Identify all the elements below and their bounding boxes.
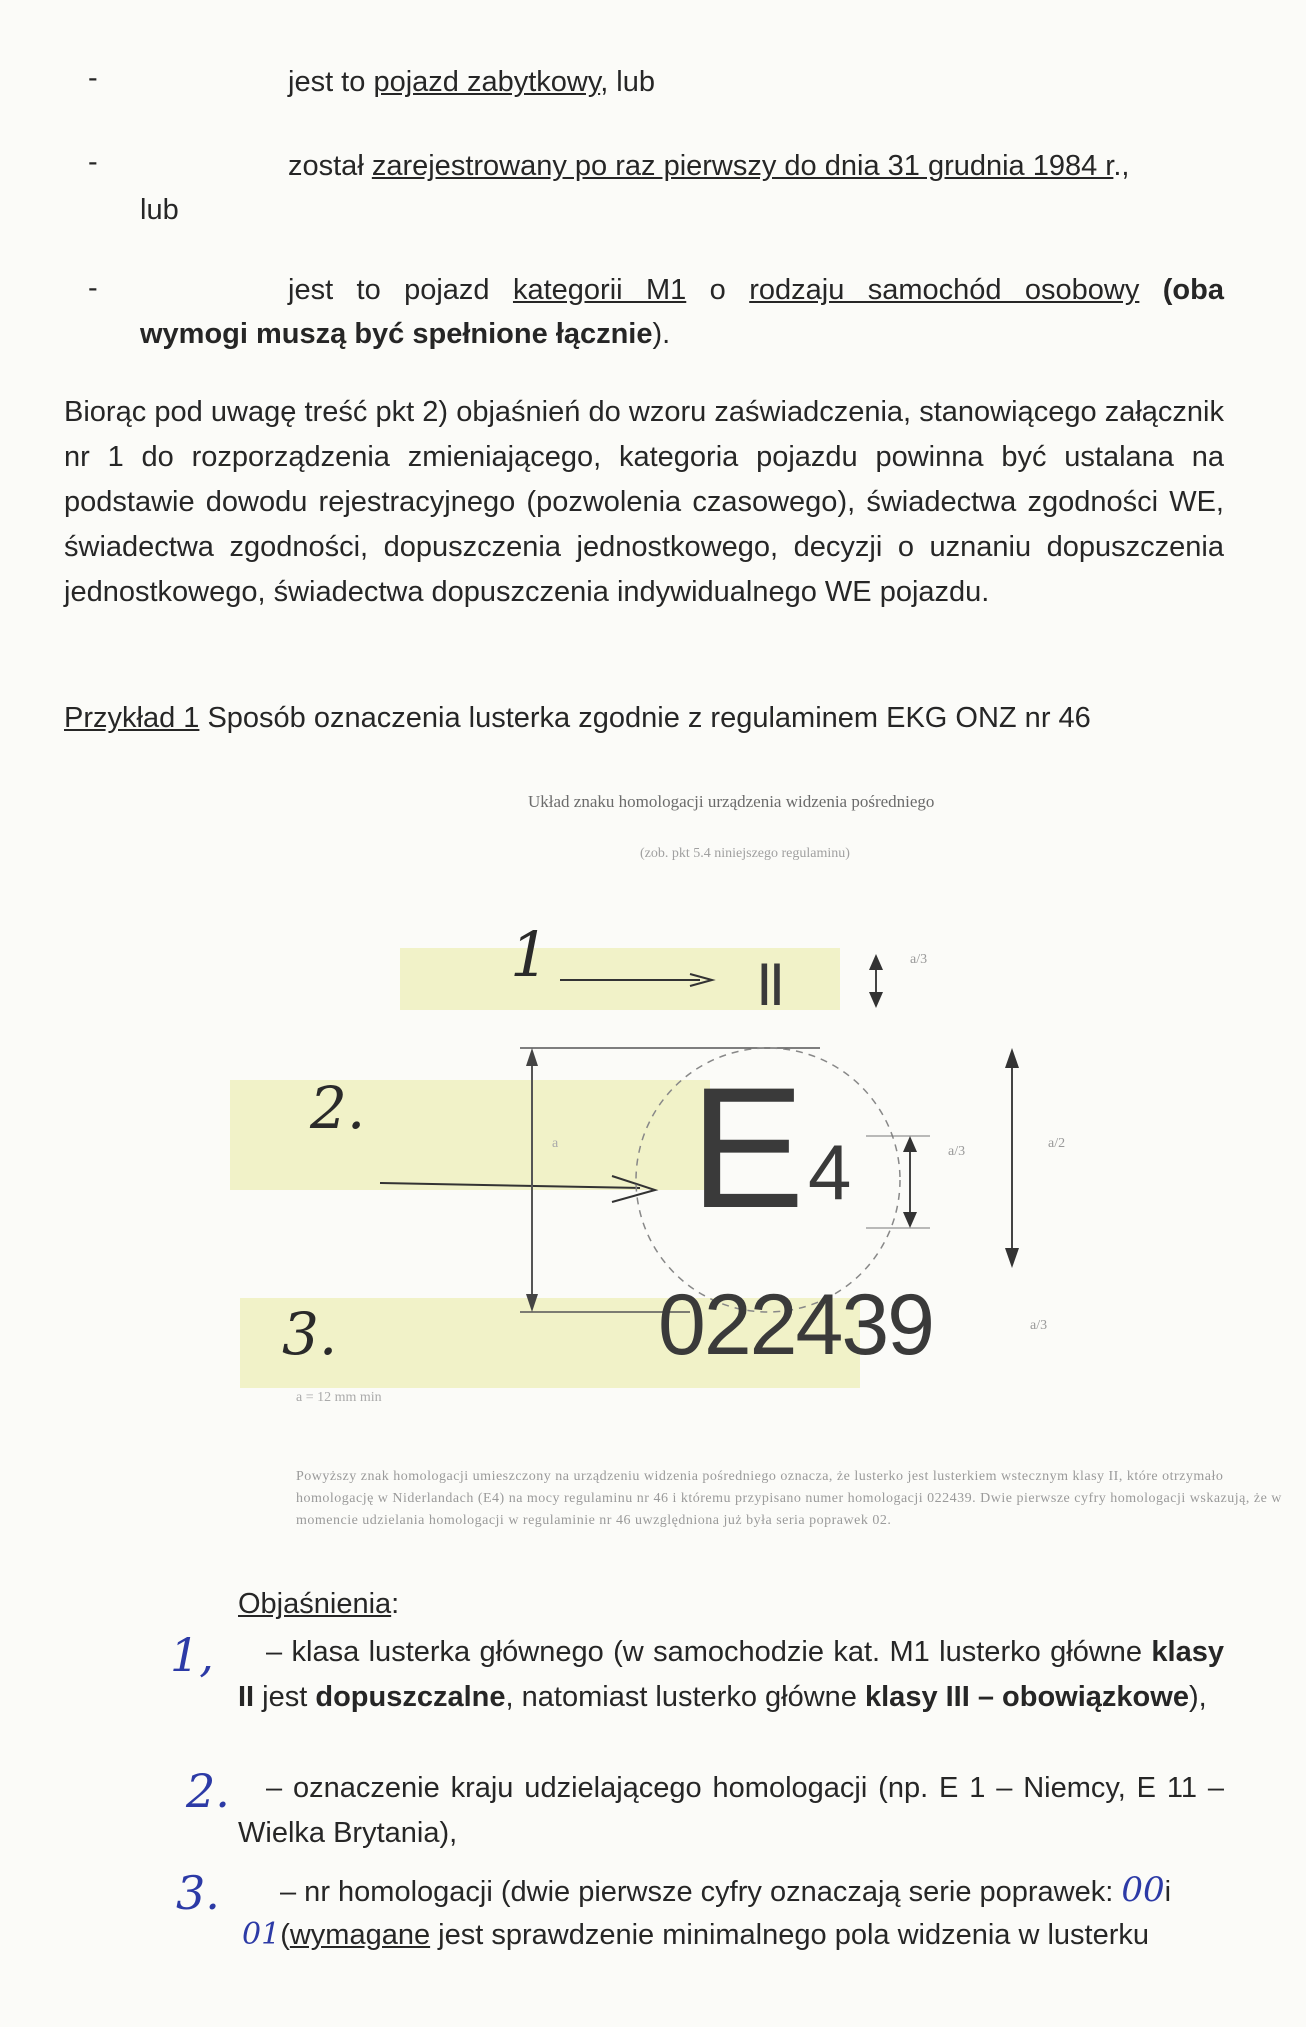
dimension-note: a = 12 mm min (296, 1390, 382, 1405)
fraction-a2: a/2 (1048, 1136, 1066, 1151)
fraction-a3: a/3 (1030, 1318, 1048, 1333)
dimension-a: a (552, 1136, 559, 1151)
expl-1-f: klasy III – obowiązkowe (865, 1681, 1189, 1713)
expl-1-c: jest (254, 1681, 316, 1713)
list-item-3-bold-end: wymogi muszą być spełnione łącznie (140, 318, 653, 350)
list-item-2-post: ., (1113, 150, 1130, 182)
diagram-subcaption: (zob. pkt 5.4 niniejszego regulaminu) (640, 846, 850, 861)
list-item-3-type: rodzaju samochód osobowy (749, 274, 1140, 306)
expl-3-b: i (1164, 1876, 1172, 1908)
handwritten-marker-3: 3. (282, 1300, 338, 1368)
list-item-1-post: , lub (600, 66, 656, 98)
diagram-caption: Układ znaku homologacji urządzenia widzenia pośredniego (528, 792, 935, 811)
expl-3-a: – nr homologacji (dwie pierwsze cyfry oznaczają serie poprawek: (280, 1876, 1122, 1908)
explanation-item-1 (238, 1630, 1224, 1720)
handwritten-expl-2: 2. (186, 1764, 230, 1818)
expl-3-d: jest sprawdzenie minimalnego pola widzenia w lusterku (430, 1919, 1150, 1951)
class-mark: II (756, 951, 782, 1018)
handwritten-marker-1: 1 (510, 918, 550, 991)
diagram-fine-print: Powyższy znak homologacji umieszczony na urządzeniu widzenia pośredniego oznacza, że lusterko jest lusterkiem wstecznym klasy II, które otrzymało homologację w Niderlandach (E4) na mocy regulaminu nr 46 i któremu przypisano numer homologacji 022439. Dwie pierwsze cyfry homologacji wskazują, że w momencie udzielania homologacji w regulaminie nr 46 uwzględniona już była seria poprawek 02. (296, 1469, 1282, 1528)
country-letter: E (690, 1052, 805, 1244)
list-item-3-continuation (140, 312, 670, 356)
list-item-3-bold-start: (oba (1139, 274, 1224, 306)
explanations-title (238, 1582, 399, 1626)
explanation-item-3-continuation (242, 1912, 1228, 1958)
explanation-item-2: – oznaczenie kraju udzielającego homologacji (np. E 1 – Niemcy, E 11 – Wielka Brytania), (238, 1772, 1224, 1849)
expl-3-c: ( (280, 1919, 290, 1951)
fraction-a3: a/3 (948, 1144, 966, 1159)
handwritten-expl-1: 1, (170, 1628, 214, 1682)
handwritten-marker-2: 2. (310, 1074, 366, 1142)
expl-3-u: wymagane (289, 1919, 431, 1951)
expl-1-a: – klasa lusterka głównego (w samochodzie kat. M1 lusterko główne (266, 1636, 1152, 1668)
expl-3-hw2: 01 (242, 1917, 281, 1952)
expl-1-e: , natomiast lusterko główne (505, 1681, 865, 1713)
list-item-2-pre: został (288, 150, 372, 182)
list-item-3-end: ). (652, 318, 671, 350)
list-item-3 (288, 268, 1224, 312)
list-item-1-pre: jest to (288, 66, 374, 98)
homologation-mark-diagram (0, 780, 1306, 1580)
explanation-item-3 (238, 1868, 1224, 1915)
explanations-title-text: Objaśnienia (238, 1588, 392, 1620)
approval-number: 022439 (658, 1277, 933, 1373)
body-paragraph: Biorąc pod uwagę treść pkt 2) objaśnień do wzoru zaświadczenia, stanowiącego załącznik nr 1 do rozporządzenia zmieniającego, kategoria pojazdu powinna być ustalana na podstawie dowodu rejestracyjnego (pozwolenia czasowego), świadectwa zgodności WE, świadectwa zgodności, dopuszczenia jednostkowego, decyzji o uznaniu dopuszczenia jednostkowego, świadectwa dopuszczenia indywidualnego WE pojazdu. (64, 396, 1224, 608)
list-item-2-continuation: lub (140, 194, 179, 226)
example-label: Przykład 1 (64, 702, 200, 734)
handwritten-expl-3: 3. (176, 1866, 220, 1920)
list-item-1-underlined: pojazd zabytkowy (373, 66, 601, 98)
expl-3-hw1: 00 (1121, 1870, 1165, 1910)
expl-1-b: klasy II (238, 1636, 1224, 1713)
country-digit: 4 (808, 1128, 852, 1216)
list-item-3-pre: jest to pojazd (288, 274, 513, 306)
list-item-2-underlined: zarejestrowany po raz pierwszy do dnia 31 grudnia 1984 r (371, 150, 1114, 182)
arrow-2-head (612, 1176, 655, 1202)
list-item-3-mid: o (686, 274, 750, 306)
fraction-a3: a/3 (910, 952, 928, 967)
list-dash: - (88, 62, 98, 94)
example-text: Sposób oznaczenia lusterka zgodnie z regulaminem EKG ONZ nr 46 (199, 702, 1091, 734)
example-heading (64, 696, 1091, 740)
arrow-2 (380, 1183, 640, 1188)
expl-1-g: ), (1188, 1681, 1207, 1713)
list-dash: - (88, 146, 98, 178)
list-item-3-category: kategorii M1 (512, 274, 687, 306)
mark-drawing (0, 930, 1306, 1350)
expl-1-d: dopuszczalne (315, 1681, 506, 1713)
explanations-title-colon: : (391, 1588, 400, 1620)
list-dash: - (88, 272, 98, 304)
list-item-2 (288, 144, 1130, 188)
list-item-1 (288, 60, 655, 104)
